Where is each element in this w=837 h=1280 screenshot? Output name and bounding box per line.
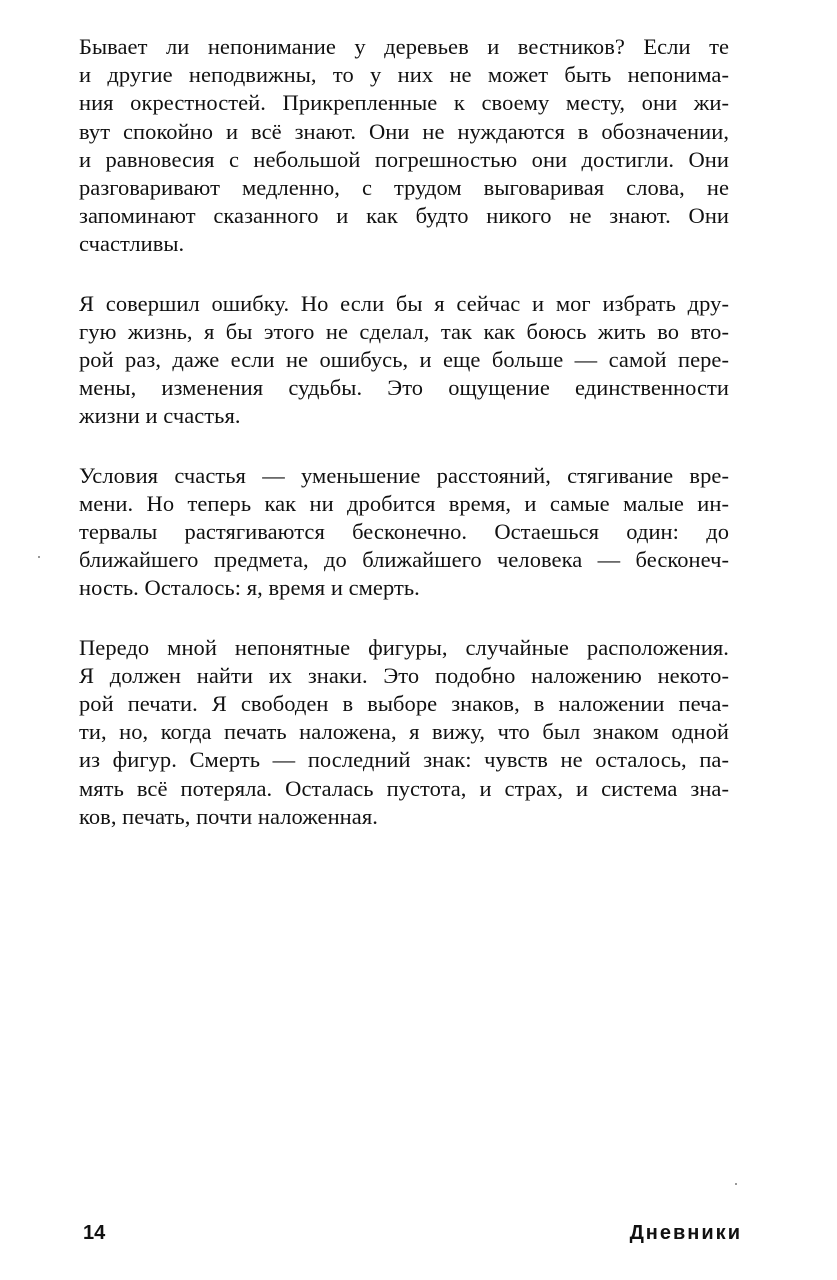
text-line: ти, но, когда печать наложена, я вижу, что был знаком одной xyxy=(79,719,729,745)
text-line: гую жизнь, я бы этого не сделал, так как боюсь жить во вто- xyxy=(79,318,729,344)
text-line: вут спокойно и всё знают. Они не нуждаются в обозначении, xyxy=(79,118,729,144)
text-line: ность. Осталось: я, время и смерть. xyxy=(79,575,420,601)
text-line: рой раз, даже если не ошибусь, и еще больше — самой пере- xyxy=(79,347,729,373)
text-line: разговаривают медленно, с трудом выговаривая слова, не xyxy=(79,175,729,201)
page-number: 14 xyxy=(83,1222,106,1244)
text-line: мени. Но теперь как ни дробится время, и самые малые ин- xyxy=(79,490,729,516)
paragraph-4 xyxy=(79,634,729,831)
paragraph-1 xyxy=(79,33,729,259)
text-line: запоминают сказанного и как будто никого не знают. Они xyxy=(79,203,729,229)
text-line: и другие неподвижны, то у них не может быть непонима- xyxy=(79,62,729,88)
text-line: мять всё потеряла. Осталась пустота, и страх, и система зна- xyxy=(79,775,729,801)
text-line: Я совершил ошибку. Но если бы я сейчас и мог избрать дру- xyxy=(79,290,729,316)
scan-speck xyxy=(735,1183,737,1185)
text-line: Я должен найти их знаки. Это подобно наложению некото- xyxy=(79,662,729,688)
text-line: ближайшего предмета, до ближайшего человека — бесконеч- xyxy=(79,547,729,573)
text-line: рой печати. Я свободен в выборе знаков, в наложении печа- xyxy=(79,691,729,717)
text-line: ков, печать, почти наложенная. xyxy=(79,803,378,829)
text-line: мены, изменения судьбы. Это ощущение единственности xyxy=(79,375,729,401)
text-line: из фигур. Смерть — последний знак: чувств не осталось, па- xyxy=(79,747,729,773)
text-line: Бывает ли непонимание у деревьев и вестников? Если те xyxy=(79,34,729,59)
text-line: счастливы. xyxy=(79,231,185,257)
paragraph-3 xyxy=(79,462,729,603)
text-line: Условия счастья — уменьшение расстояний, стягивание вре- xyxy=(79,462,729,488)
running-title: Дневники xyxy=(629,1222,742,1244)
text-line: жизни и счастья. xyxy=(79,403,241,429)
text-line: Передо мной непонятные фигуры, случайные расположения. xyxy=(79,634,729,660)
paragraph-2 xyxy=(79,290,729,431)
text-line: тервалы растягиваются бесконечно. Остаешься один: до xyxy=(79,519,729,545)
text-line: ния окрестностей. Прикрепленные к своему месту, они жи- xyxy=(79,90,729,116)
scan-speck xyxy=(38,556,40,558)
text-line: и равновесия с небольшой погрешностью они достигли. Они xyxy=(79,146,729,172)
body-text xyxy=(79,33,729,831)
page-footer xyxy=(79,1222,742,1252)
